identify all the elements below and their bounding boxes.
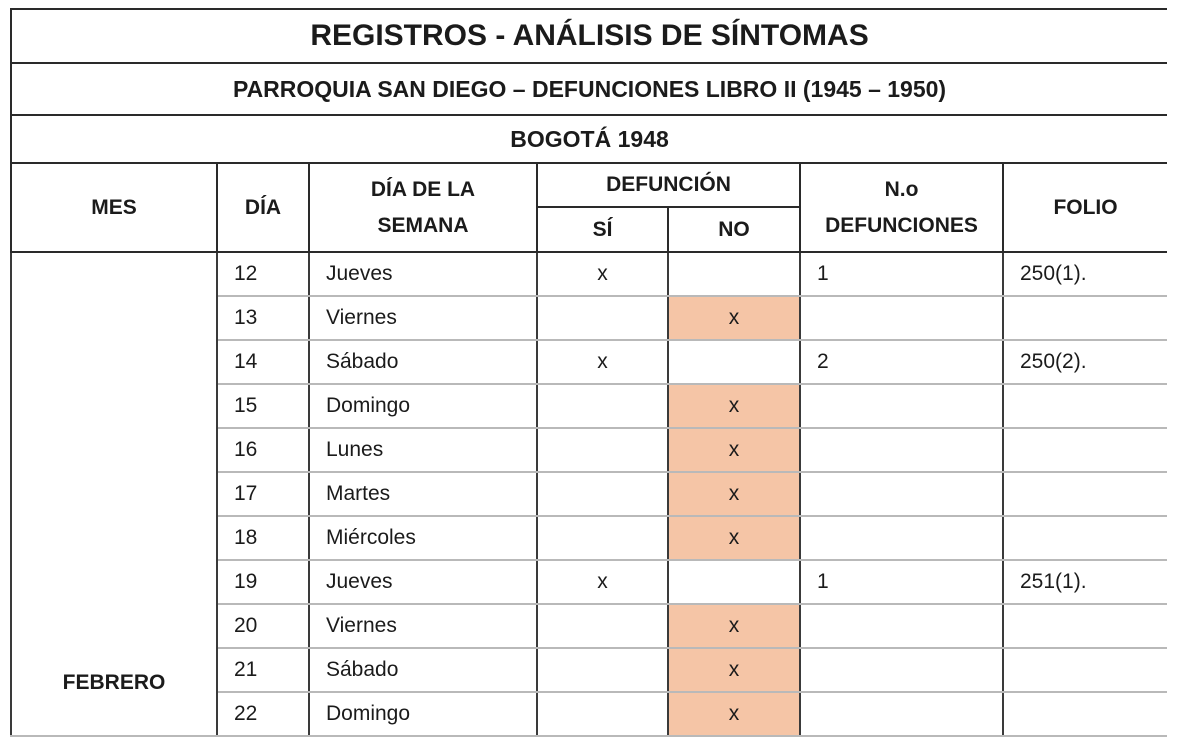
weekday-cell: Miércoles [309, 516, 537, 560]
si-cell [537, 296, 668, 340]
col-header-folio: FOLIO [1003, 163, 1167, 252]
count-cell [800, 296, 1003, 340]
folio-cell [1003, 604, 1167, 648]
spreadsheet [10, 8, 1167, 746]
day-cell: 12 [217, 252, 309, 296]
table-subtitle: PARROQUIA SAN DIEGO – DEFUNCIONES LIBRO II (1945 – 1950) [11, 63, 1167, 115]
weekday-cell: Martes [309, 472, 537, 516]
weekday-cell: Sábado [309, 648, 537, 692]
count-cell: 2 [800, 340, 1003, 384]
count-cell [800, 692, 1003, 736]
no-cell: x [668, 692, 800, 736]
si-cell [537, 692, 668, 736]
no-cell [668, 252, 800, 296]
si-cell [537, 472, 668, 516]
col-header-num-line2: DEFUNCIONES [825, 213, 978, 237]
no-cell: x [668, 296, 800, 340]
month-cell: FEBRERO [11, 252, 217, 736]
folio-cell [1003, 472, 1167, 516]
no-cell: x [668, 516, 800, 560]
col-header-dia-semana-line2: SEMANA [377, 213, 469, 237]
count-cell: 1 [800, 252, 1003, 296]
no-cell: x [668, 384, 800, 428]
no-cell [668, 340, 800, 384]
count-cell: 1 [800, 560, 1003, 604]
folio-cell [1003, 384, 1167, 428]
folio-cell: 250(1). [1003, 252, 1167, 296]
folio-cell [1003, 428, 1167, 472]
weekday-cell: Jueves [309, 252, 537, 296]
col-header-defuncion: DEFUNCIÓN [537, 163, 800, 207]
col-header-num-line1: N.o [884, 177, 919, 201]
folio-cell: 251(1). [1003, 560, 1167, 604]
day-cell: 22 [217, 692, 309, 736]
folio-cell [1003, 692, 1167, 736]
col-header-dia-semana [309, 163, 537, 252]
folio-cell [1003, 296, 1167, 340]
weekday-cell: Sábado [309, 340, 537, 384]
si-cell: x [537, 340, 668, 384]
weekday-cell: Jueves [309, 560, 537, 604]
no-cell: x [668, 604, 800, 648]
no-cell [668, 560, 800, 604]
si-cell [537, 516, 668, 560]
folio-cell [1003, 648, 1167, 692]
folio-cell [1003, 516, 1167, 560]
weekday-cell: Domingo [309, 384, 537, 428]
no-cell: x [668, 472, 800, 516]
col-header-si: SÍ [537, 207, 668, 252]
count-cell [800, 384, 1003, 428]
folio-cell: 250(2). [1003, 340, 1167, 384]
count-cell [800, 428, 1003, 472]
day-cell: 18 [217, 516, 309, 560]
count-cell [800, 648, 1003, 692]
day-cell: 13 [217, 296, 309, 340]
weekday-cell: Viernes [309, 296, 537, 340]
si-cell: x [537, 560, 668, 604]
day-cell: 15 [217, 384, 309, 428]
si-cell [537, 428, 668, 472]
col-header-mes: MES [11, 163, 217, 252]
day-cell: 14 [217, 340, 309, 384]
col-header-dia-semana-line1: DÍA DE LA [370, 177, 476, 201]
weekday-cell: Domingo [309, 692, 537, 736]
col-header-num-defunciones [800, 163, 1003, 252]
si-cell [537, 648, 668, 692]
day-cell: 16 [217, 428, 309, 472]
si-cell: x [537, 252, 668, 296]
count-cell [800, 472, 1003, 516]
si-cell [537, 384, 668, 428]
day-cell: 17 [217, 472, 309, 516]
count-cell [800, 516, 1003, 560]
table-title: REGISTROS - ANÁLISIS DE SÍNTOMAS [11, 9, 1167, 63]
day-cell: 21 [217, 648, 309, 692]
count-cell [800, 604, 1003, 648]
weekday-cell: Lunes [309, 428, 537, 472]
place-year: BOGOTÁ 1948 [11, 115, 1167, 163]
day-cell: 20 [217, 604, 309, 648]
no-cell: x [668, 648, 800, 692]
col-header-dia: DÍA [217, 163, 309, 252]
col-header-no: NO [668, 207, 800, 252]
si-cell [537, 604, 668, 648]
no-cell: x [668, 428, 800, 472]
records-table [10, 8, 1167, 737]
day-cell: 19 [217, 560, 309, 604]
weekday-cell: Viernes [309, 604, 537, 648]
table-row [11, 252, 1167, 296]
